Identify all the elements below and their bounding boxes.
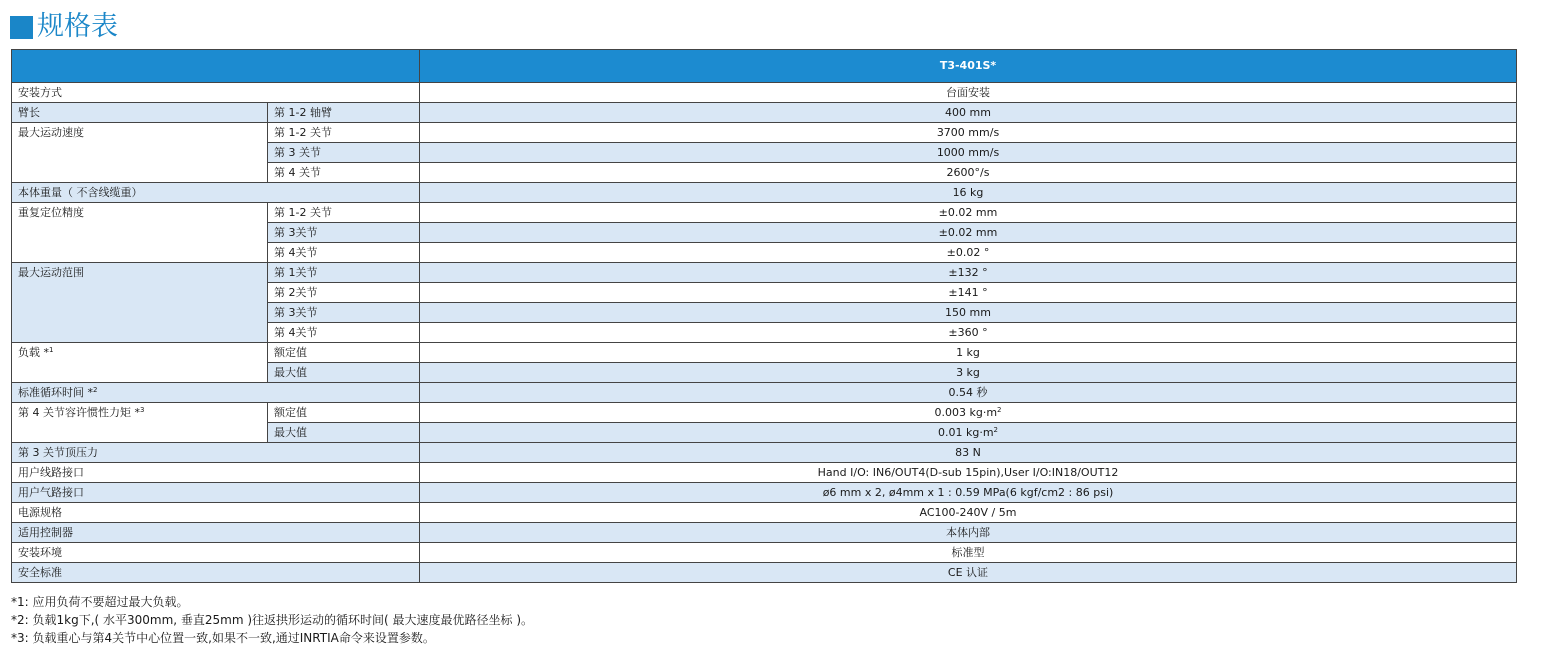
row-value: 台面安装 xyxy=(420,83,1517,103)
row-value: 400 mm xyxy=(420,103,1517,123)
row-value: ±0.02 mm xyxy=(420,223,1517,243)
row-sublabel: 第 1-2 轴臂 xyxy=(268,103,420,123)
row-value: 1000 mm/s xyxy=(420,143,1517,163)
unit-superscript: 2 xyxy=(993,426,999,434)
table-row xyxy=(12,83,1517,103)
row-label: 臂长 xyxy=(12,103,268,123)
footnote-ref: 2 xyxy=(93,386,98,394)
row-label xyxy=(12,343,268,383)
value-text: 0.003 kg·m xyxy=(934,406,998,419)
row-sublabel: 第 4 关节 xyxy=(268,163,420,183)
row-label: 安装方式 xyxy=(12,83,420,103)
spec-table xyxy=(11,49,1517,583)
row-label: 安装环境 xyxy=(12,543,420,563)
row-value: Hand I/O: IN6/OUT4(D-sub 15pin),User I/O:IN18/OUT12 xyxy=(420,463,1517,483)
table-row xyxy=(12,343,1517,363)
row-sublabel: 第 3 关节 xyxy=(268,143,420,163)
table-row xyxy=(12,263,1517,283)
row-label: 安全标准 xyxy=(12,563,420,583)
page-title xyxy=(10,10,118,44)
table-row xyxy=(12,543,1517,563)
table-header-row xyxy=(12,50,1517,83)
table-row xyxy=(12,443,1517,463)
table-row xyxy=(12,123,1517,143)
row-label: 第 3 关节顶压力 xyxy=(12,443,420,463)
row-value: 2600°/s xyxy=(420,163,1517,183)
row-value: ±0.02 mm xyxy=(420,203,1517,223)
table-row xyxy=(12,563,1517,583)
row-sublabel: 第 1-2 关节 xyxy=(268,123,420,143)
row-label: 用户线路接口 xyxy=(12,463,420,483)
row-label: 最大运动范围 xyxy=(12,263,268,343)
footnote-ref: 1 xyxy=(49,346,54,354)
row-sublabel: 额定值 xyxy=(268,403,420,423)
footnote: *3: 负载重心与第4关节中心位置一致,如果不一致,通过INRTIA命令来设置参数。 xyxy=(11,631,435,645)
value-text: 0.01 kg·m xyxy=(937,426,994,439)
footnote-ref: 3 xyxy=(140,406,145,414)
row-value xyxy=(420,423,1517,443)
row-value: AC100-240V / 5m xyxy=(420,503,1517,523)
row-sublabel: 第 1关节 xyxy=(268,263,420,283)
row-value: 标准型 xyxy=(420,543,1517,563)
row-value: ±360 ° xyxy=(420,323,1517,343)
row-label xyxy=(12,403,268,443)
table-row xyxy=(12,463,1517,483)
row-label-text: 标准循环时间 * xyxy=(18,386,93,399)
row-label: 适用控制器 xyxy=(12,523,420,543)
row-sublabel: 第 1-2 关节 xyxy=(268,203,420,223)
row-value: ±132 ° xyxy=(420,263,1517,283)
table-row xyxy=(12,103,1517,123)
row-value xyxy=(420,403,1517,423)
row-label: 重复定位精度 xyxy=(12,203,268,263)
table-row xyxy=(12,483,1517,503)
row-value: ±141 ° xyxy=(420,283,1517,303)
row-sublabel: 第 4关节 xyxy=(268,243,420,263)
row-value: 16 kg xyxy=(420,183,1517,203)
table-row xyxy=(12,523,1517,543)
row-sublabel: 第 3关节 xyxy=(268,303,420,323)
header-blank-cell xyxy=(12,50,420,83)
row-value: 150 mm xyxy=(420,303,1517,323)
row-sublabel: 第 2关节 xyxy=(268,283,420,303)
row-label: 最大运动速度 xyxy=(12,123,268,183)
title-text: 规格表 xyxy=(37,11,118,42)
footnote: *1: 应用负荷不要超过最大负载。 xyxy=(11,595,189,609)
table-row xyxy=(12,503,1517,523)
row-value: CE 认证 xyxy=(420,563,1517,583)
row-label-text: 第 4 关节容许惯性力矩 * xyxy=(18,406,140,419)
table-row xyxy=(12,183,1517,203)
row-sublabel: 第 4关节 xyxy=(268,323,420,343)
row-label xyxy=(12,383,420,403)
row-value: 1 kg xyxy=(420,343,1517,363)
table-row xyxy=(12,203,1517,223)
table-row xyxy=(12,403,1517,423)
table-row xyxy=(12,383,1517,403)
row-value: 3 kg xyxy=(420,363,1517,383)
row-value: 本体内部 xyxy=(420,523,1517,543)
row-sublabel: 第 3关节 xyxy=(268,223,420,243)
footnote: *2: 负载1kg下,( 水平300mm, 垂直25mm )往返拱形运动的循环时间( 最大速度最优路径坐标 )。 xyxy=(11,613,534,627)
row-value: 83 N xyxy=(420,443,1517,463)
row-value: ø6 mm x 2, ø4mm x 1 : 0.59 MPa(6 kgf/cm2 : 86 psi) xyxy=(420,483,1517,503)
row-value: ±0.02 ° xyxy=(420,243,1517,263)
row-value: 0.54 秒 xyxy=(420,383,1517,403)
footnotes xyxy=(11,593,533,647)
row-label: 用户气路接口 xyxy=(12,483,420,503)
title-square-icon xyxy=(10,16,33,39)
row-label-text: 负载 * xyxy=(18,346,49,359)
row-sublabel: 最大值 xyxy=(268,423,420,443)
row-sublabel: 最大值 xyxy=(268,363,420,383)
row-label: 电源规格 xyxy=(12,503,420,523)
row-sublabel: 额定值 xyxy=(268,343,420,363)
unit-superscript: 2 xyxy=(997,406,1002,414)
row-value: 3700 mm/s xyxy=(420,123,1517,143)
model-name: T3-401S* xyxy=(420,50,1517,83)
row-label: 本体重量（ 不含线缆重） xyxy=(12,183,420,203)
